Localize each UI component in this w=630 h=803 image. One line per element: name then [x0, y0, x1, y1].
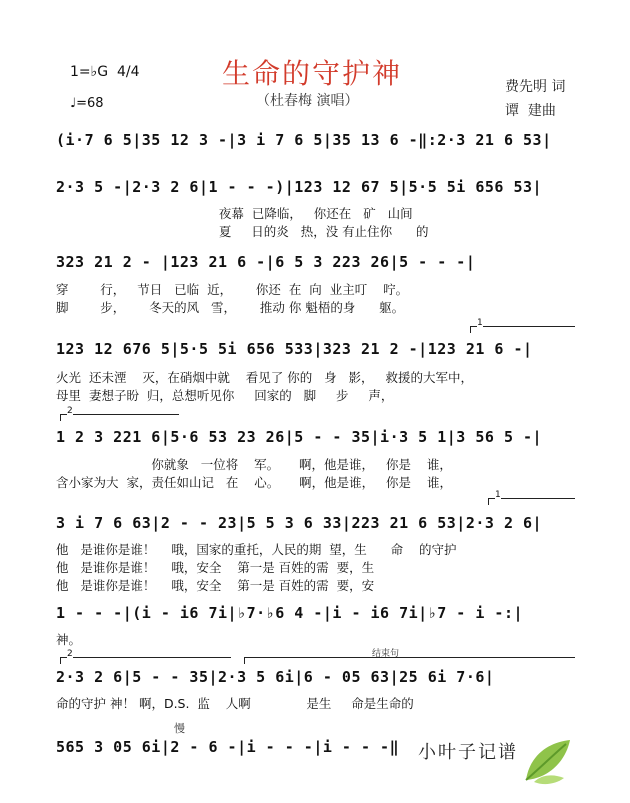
lyric-line: 他 是谁你是谁！ 哦，安全 第一是 百姓的需 要，安 [56, 578, 375, 593]
volta-bracket-2b: 2 [60, 657, 231, 664]
ending-label: 结束句 [372, 649, 400, 659]
lyric-line: 他 是谁你是谁！ 哦，国家的重托，人民的期 望，生 命 的守护 [56, 542, 457, 557]
notation-line-7: 1 - - -|(i - i6 7i|♭7·♭6 4 -|i - i6 7i|♭7 - i -:| [56, 604, 524, 622]
lyric-line: 脚 步， 冬天的风 雪， 推动 你 魁梧的身 躯。 [56, 300, 405, 315]
volta-bracket-1: 1 [470, 326, 575, 333]
lyric-line: 神。 [56, 632, 82, 647]
slow-marking: 慢 [174, 722, 185, 735]
leaf-icon [520, 734, 572, 786]
notation-line-6: 3 i 7 6 63|2 - - 23|5 5 3 6 33|223 21 6 53|2·3 2 6| [56, 514, 543, 532]
volta-bracket-2: 2 [60, 414, 179, 421]
volta-bracket-1b: 1 [488, 498, 575, 505]
notation-line-1: (i·7 6 5|35 12 3 -|3 i 7 6 5|35 13 6 -‖:2·3 21 6 53| [56, 131, 552, 149]
tempo-marking: ♩=68 [70, 96, 104, 111]
notation-line-3: 323 21 2 - |123 21 6 -|6 5 3 223 26|5 - - -| [56, 253, 476, 271]
lyric-line: 你就象 一位将 军。 啊，他是谁， 你是 谁， [56, 457, 452, 472]
notation-line-5: 1 2 3 221 6|5·6 53 23 26|5 - - 35|i·3 5 1|3 56 5 -| [56, 428, 543, 446]
lyric-line: 火光 还未湮 灭，在硝烟中就 看见了 你的 身 影， 救援的大军中， [56, 370, 473, 385]
key-signature: 1=♭G 4/4 [70, 64, 140, 80]
notation-line-2: 2·3 5 -|2·3 2 6|1 - - -)|123 12 67 5|5·5 5i 656 53| [56, 178, 543, 196]
lyricist-credit: 费先明 词 [505, 79, 566, 95]
lyric-line: 命的守护 神！ 啊，D.S. 监 人啊 是生 命是生命的 [56, 696, 414, 711]
lyric-line: 穿 行， 节日 已临 近， 你还 在 向 业主叮 咛。 [56, 282, 409, 297]
notation-line-9: 565 3 05 6i|2 - 6 -|i - - -|i - - -‖ [56, 738, 400, 756]
notation-line-4: 123 12 676 5|5·5 5i 656 533|323 21 2 -|123 21 6 -| [56, 340, 533, 358]
lyric-line: 母里 妻想子盼 归，总想听见你 回家的 脚 步 声， [56, 388, 394, 403]
singer-credit: （杜春梅 演唱） [256, 93, 359, 109]
song-title: 生命的守护神 [222, 57, 403, 90]
lyric-line: 他 是谁你是谁！ 哦，安全 第一是 百姓的需 要，生 [56, 560, 375, 575]
lyric-line: 含小家为大 家，责任如山记 在 心。 啊，他是谁， 你是 谁， [56, 475, 452, 490]
page-bottom-fade [0, 786, 630, 803]
composer-credit: 谭 建曲 [505, 103, 556, 119]
ending-bracket [244, 657, 575, 664]
notation-line-8: 2·3 2 6|5 - - 35|2·3 5 6i|6 - 05 63|25 6i 7·6| [56, 668, 495, 686]
watermark: 小叶子记谱 [418, 742, 518, 763]
lyric-line: 夜幕 已降临， 你还在 矿 山间 [56, 206, 413, 221]
lyric-line: 夏 日的炎 热，没 有止住你 的 [56, 224, 429, 239]
